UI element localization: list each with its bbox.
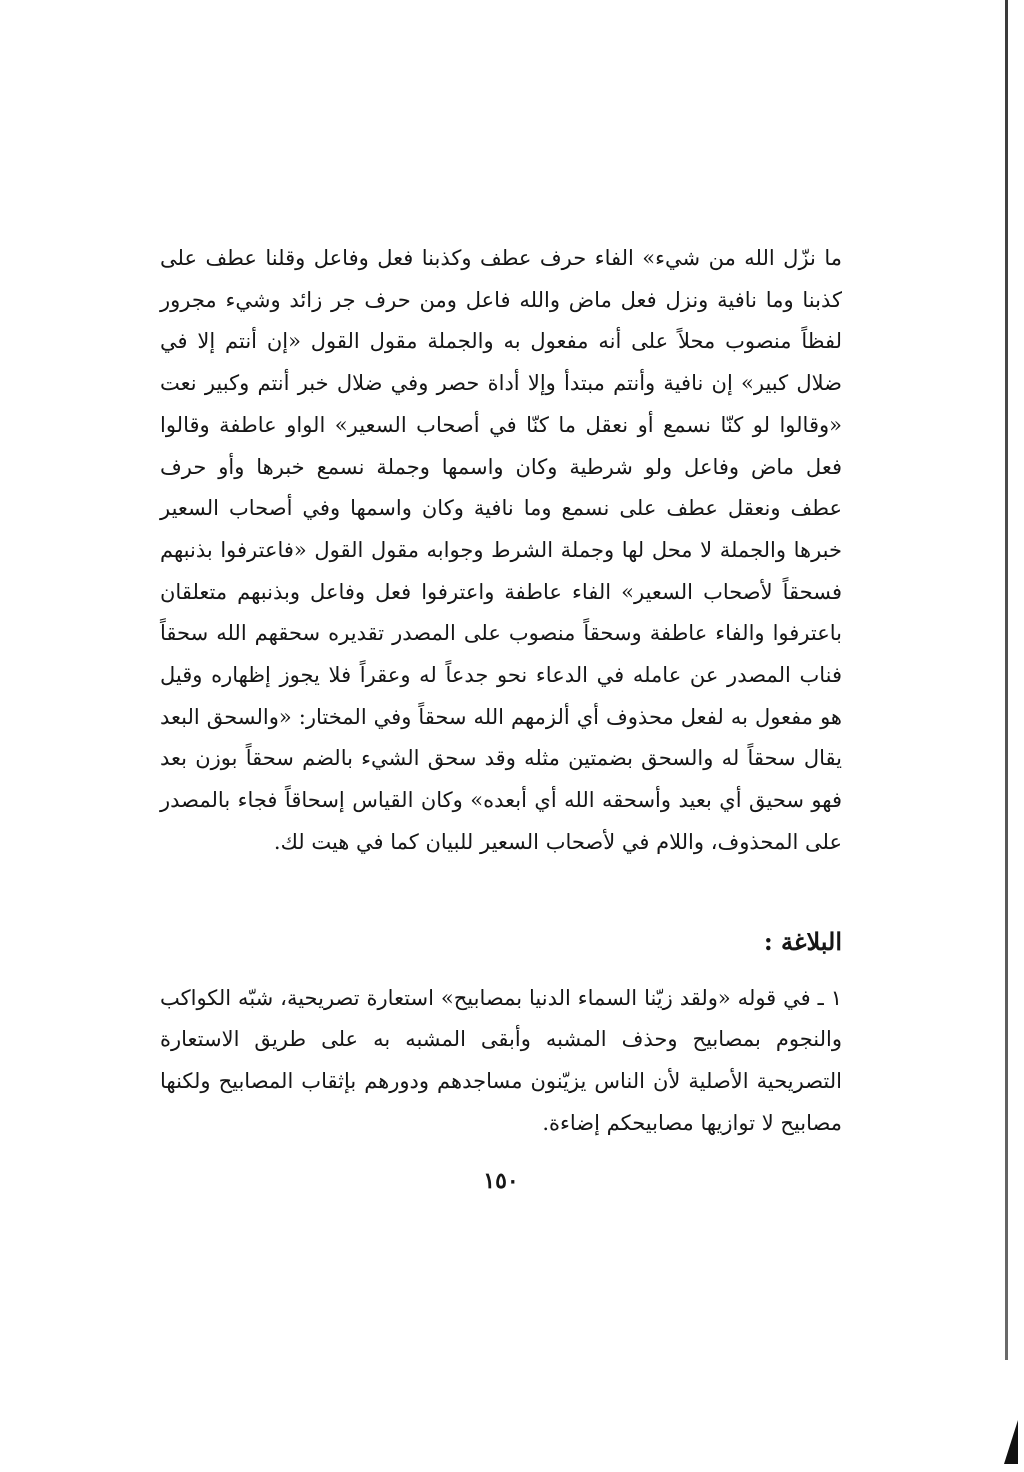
rhetoric-list (160, 978, 842, 1145)
main-paragraph: ما نزّل الله من شيء» الفاء حرف عطف وكذبنا فعل وفاعل وقلنا عطف على كذبنا وما نافية ونزل فعل ماض والله فاعل ومن حرف جر زائد وشيء مجرور لفظاً منصوب محلاً على أنه مفعول به والجملة مقول القول «إن أنتم إلا في ضلال كبير» إن نافية وأنتم مبتدأ وإلا أداة حصر وفي ضلال خبر أنتم وكبير نعت «وقالوا لو كنّا نسمع أو نعقل ما كنّا في أصحاب السعير» الواو عاطفة وقالوا فعل ماض وفاعل ولو شرطية وكان واسمها وجملة نسمع خبرها وأو حرف عطف ونعقل عطف على نسمع وما نافية وكان واسمها وفي أصحاب السعير خبرها والجملة لا محل لها وجملة الشرط وجوابه مقول القول «فاعترفوا بذنبهم فسحقاً لأصحاب السعير» الفاء عاطفة واعترفوا فعل وفاعل وبذنبهم متعلقان باعترفوا والفاء عاطفة وسحقاً منصوب على المصدر تقديره سحقهم الله سحقاً فناب المصدر عن عامله في الدعاء نحو جدعاً له وعقراً فلا يجوز إظهاره وقيل هو مفعول به لفعل محذوف أي ألزمهم الله سحقاً وفي المختار: «والسحق البعد يقال سحقاً له والسحق بضمتين مثله وقد سحق الشيء بالضم سحقاً بوزن بعد فهو سحيق أي بعيد وأسحقه الله أي أبعده» وكان القياس إسحاقاً فجاء بالمصدر على المحذوف، واللام في لأصحاب السعير للبيان كما في هيت لك. (160, 246, 842, 854)
list-item: ١ ـ في قوله «ولقد زيّنا السماء الدنيا بمصابيح» استعارة تصريحية، شبّه الكواكب والنجوم بمصابيح وحذف المشبه وأبقى المشبه به على طريق الاستعارة التصريحية الأصلية لأن الناس يزيّنون مساجدهم ودورهم بإثقاب المصابيح ولكنها مصابيح لا توازيها مصابيحكم إضاءة. (160, 985, 842, 1135)
page-number: ١٥٠ (483, 1168, 519, 1195)
corner-mark (1004, 1420, 1018, 1464)
section-heading: البلاغة : (763, 926, 842, 956)
scan-edge-line (1005, 0, 1008, 1360)
document-page (160, 238, 842, 1194)
